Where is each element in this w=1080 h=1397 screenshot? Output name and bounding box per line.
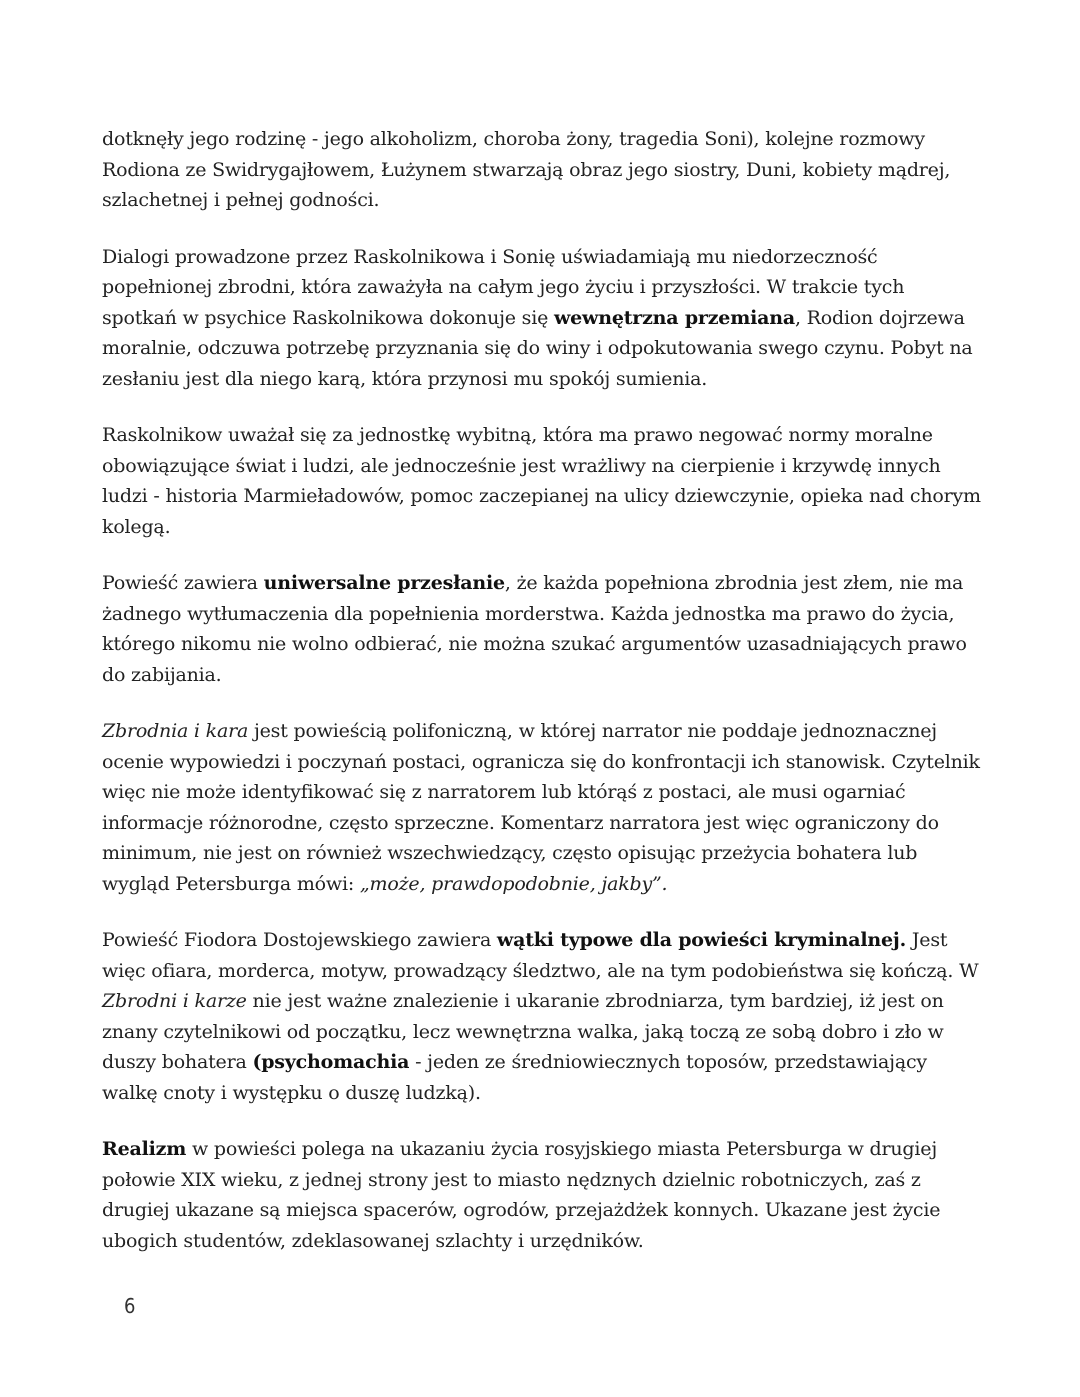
paragraph-text: Powieść Fiodora Dostojewskiego zawiera — [102, 929, 497, 951]
italic-quote: „może, prawdopodobnie, jakby”. — [359, 872, 668, 895]
paragraph-text: w powieści polega na ukazaniu życia rosyjskiego miasta Petersburga w drugiej połowie XIX wieku, z jednej strony jest to miasto nędznych dzielnic robotniczych, zaś z drugiej ukazane są miejsca spacerów, ogrodów, przejażdżek konnych. Ukazane jest życie ubogich studentów, zdeklasowanej szlachty i urzędników. — [102, 1138, 941, 1252]
paragraph-text: - jeden ze średniowiecznych toposów, przedstawiający walkę cnoty i występku o duszę ludzką). — [102, 1051, 927, 1104]
page-number: 6 — [124, 1294, 136, 1318]
document-body — [102, 124, 982, 1282]
paragraph-text: Jest więc ofiara, morderca, motyw, prowadzący śledztwo, ale na tym podobieństwa się kończą. W — [102, 929, 979, 982]
paragraph-5 — [102, 716, 982, 899]
paragraph-7 — [102, 1134, 982, 1256]
italic-title: Zbrodni i karze — [102, 990, 247, 1012]
paragraph-text: , że każda popełniona zbrodnia jest złem, nie ma żadnego wytłumaczenia dla popełnienia morderstwa. Każda jednostka ma prawo do życia, którego nikomu nie wolno odbierać, nie można szukać argumentów uzasadniających prawo do zabijania. — [102, 572, 967, 686]
paragraph-2 — [102, 242, 982, 395]
paragraph-text: nie jest ważne znalezienie i ukaranie zbrodniarza, tym bardziej, iż jest on znany czytelnikowi od początku, lecz wewnętrzna walka, jaką toczą ze sobą dobro i zło w duszy bohatera — [102, 990, 944, 1073]
paragraph-text: , Rodion dojrzewa moralnie, odczuwa potrzebę przyznania się do winy i odpokutowania swego czynu. Pobyt na zesłaniu jest dla niego karą, która przynosi mu spokój sumienia. — [102, 306, 973, 390]
bold-term: (psychomachia — [252, 1051, 410, 1073]
bold-term: wątki typowe dla powieści kryminalnej. — [496, 929, 907, 951]
bold-term: uniwersalne przesłanie — [263, 572, 505, 594]
paragraph-6 — [102, 925, 982, 1108]
italic-title: Zbrodnia i kara — [102, 720, 249, 742]
paragraph-4 — [102, 568, 982, 690]
bold-term: wewnętrzna przemiana — [554, 306, 795, 329]
paragraph-text: Raskolnikow uważał się za jednostkę wybitną, która ma prawo negować normy moralne obowiązujące świat i ludzi, ale jednocześnie jest wrażliwy na cierpienie i krzywdę innych ludzi - historia Marmieładowów, pomoc zaczepianej na ulicy dziewczynie, opieka nad chorym kolegą. — [102, 424, 981, 538]
paragraph-text: Dialogi prowadzone przez Raskolnikowa i Sonię uświadamiają mu niedorzeczność popełnionej zbrodni, która zaważyła na całym jego życiu i przyszłości. W trakcie tych spotkań w psychice Raskolnikowa dokonuje się — [102, 245, 905, 329]
paragraph-1 — [102, 124, 982, 216]
paragraph-text: jest powieścią polifoniczną, w której narrator nie poddaje jednoznacznej ocenie wypowiedzi i poczynań postaci, ogranicza się do konfrontacji ich stanowisk. Czytelnik więc nie może identyfikować się z narratorem lub którąś z postaci, ale musi ogarniać informacje różnorodne, często sprzeczne. Komentarz narratora jest więc ograniczony do minimum, nie jest on również wszechwiedzący, często opisując przeżycia bohatera lub wygląd Petersburga mówi: — [102, 720, 980, 895]
paragraph-text: Powieść zawiera — [102, 572, 264, 594]
paragraph-3 — [102, 420, 982, 542]
bold-term: Realizm — [102, 1138, 187, 1160]
paragraph-text: dotknęły jego rodzinę - jego alkoholizm, choroba żony, tragedia Soni), kolejne rozmowy Rodiona ze Swidrygajłowem, Łużynem stwarzają obraz jego siostry, Duni, kobiety mądrej, szlachetnej i pełnej godności. — [102, 128, 951, 211]
